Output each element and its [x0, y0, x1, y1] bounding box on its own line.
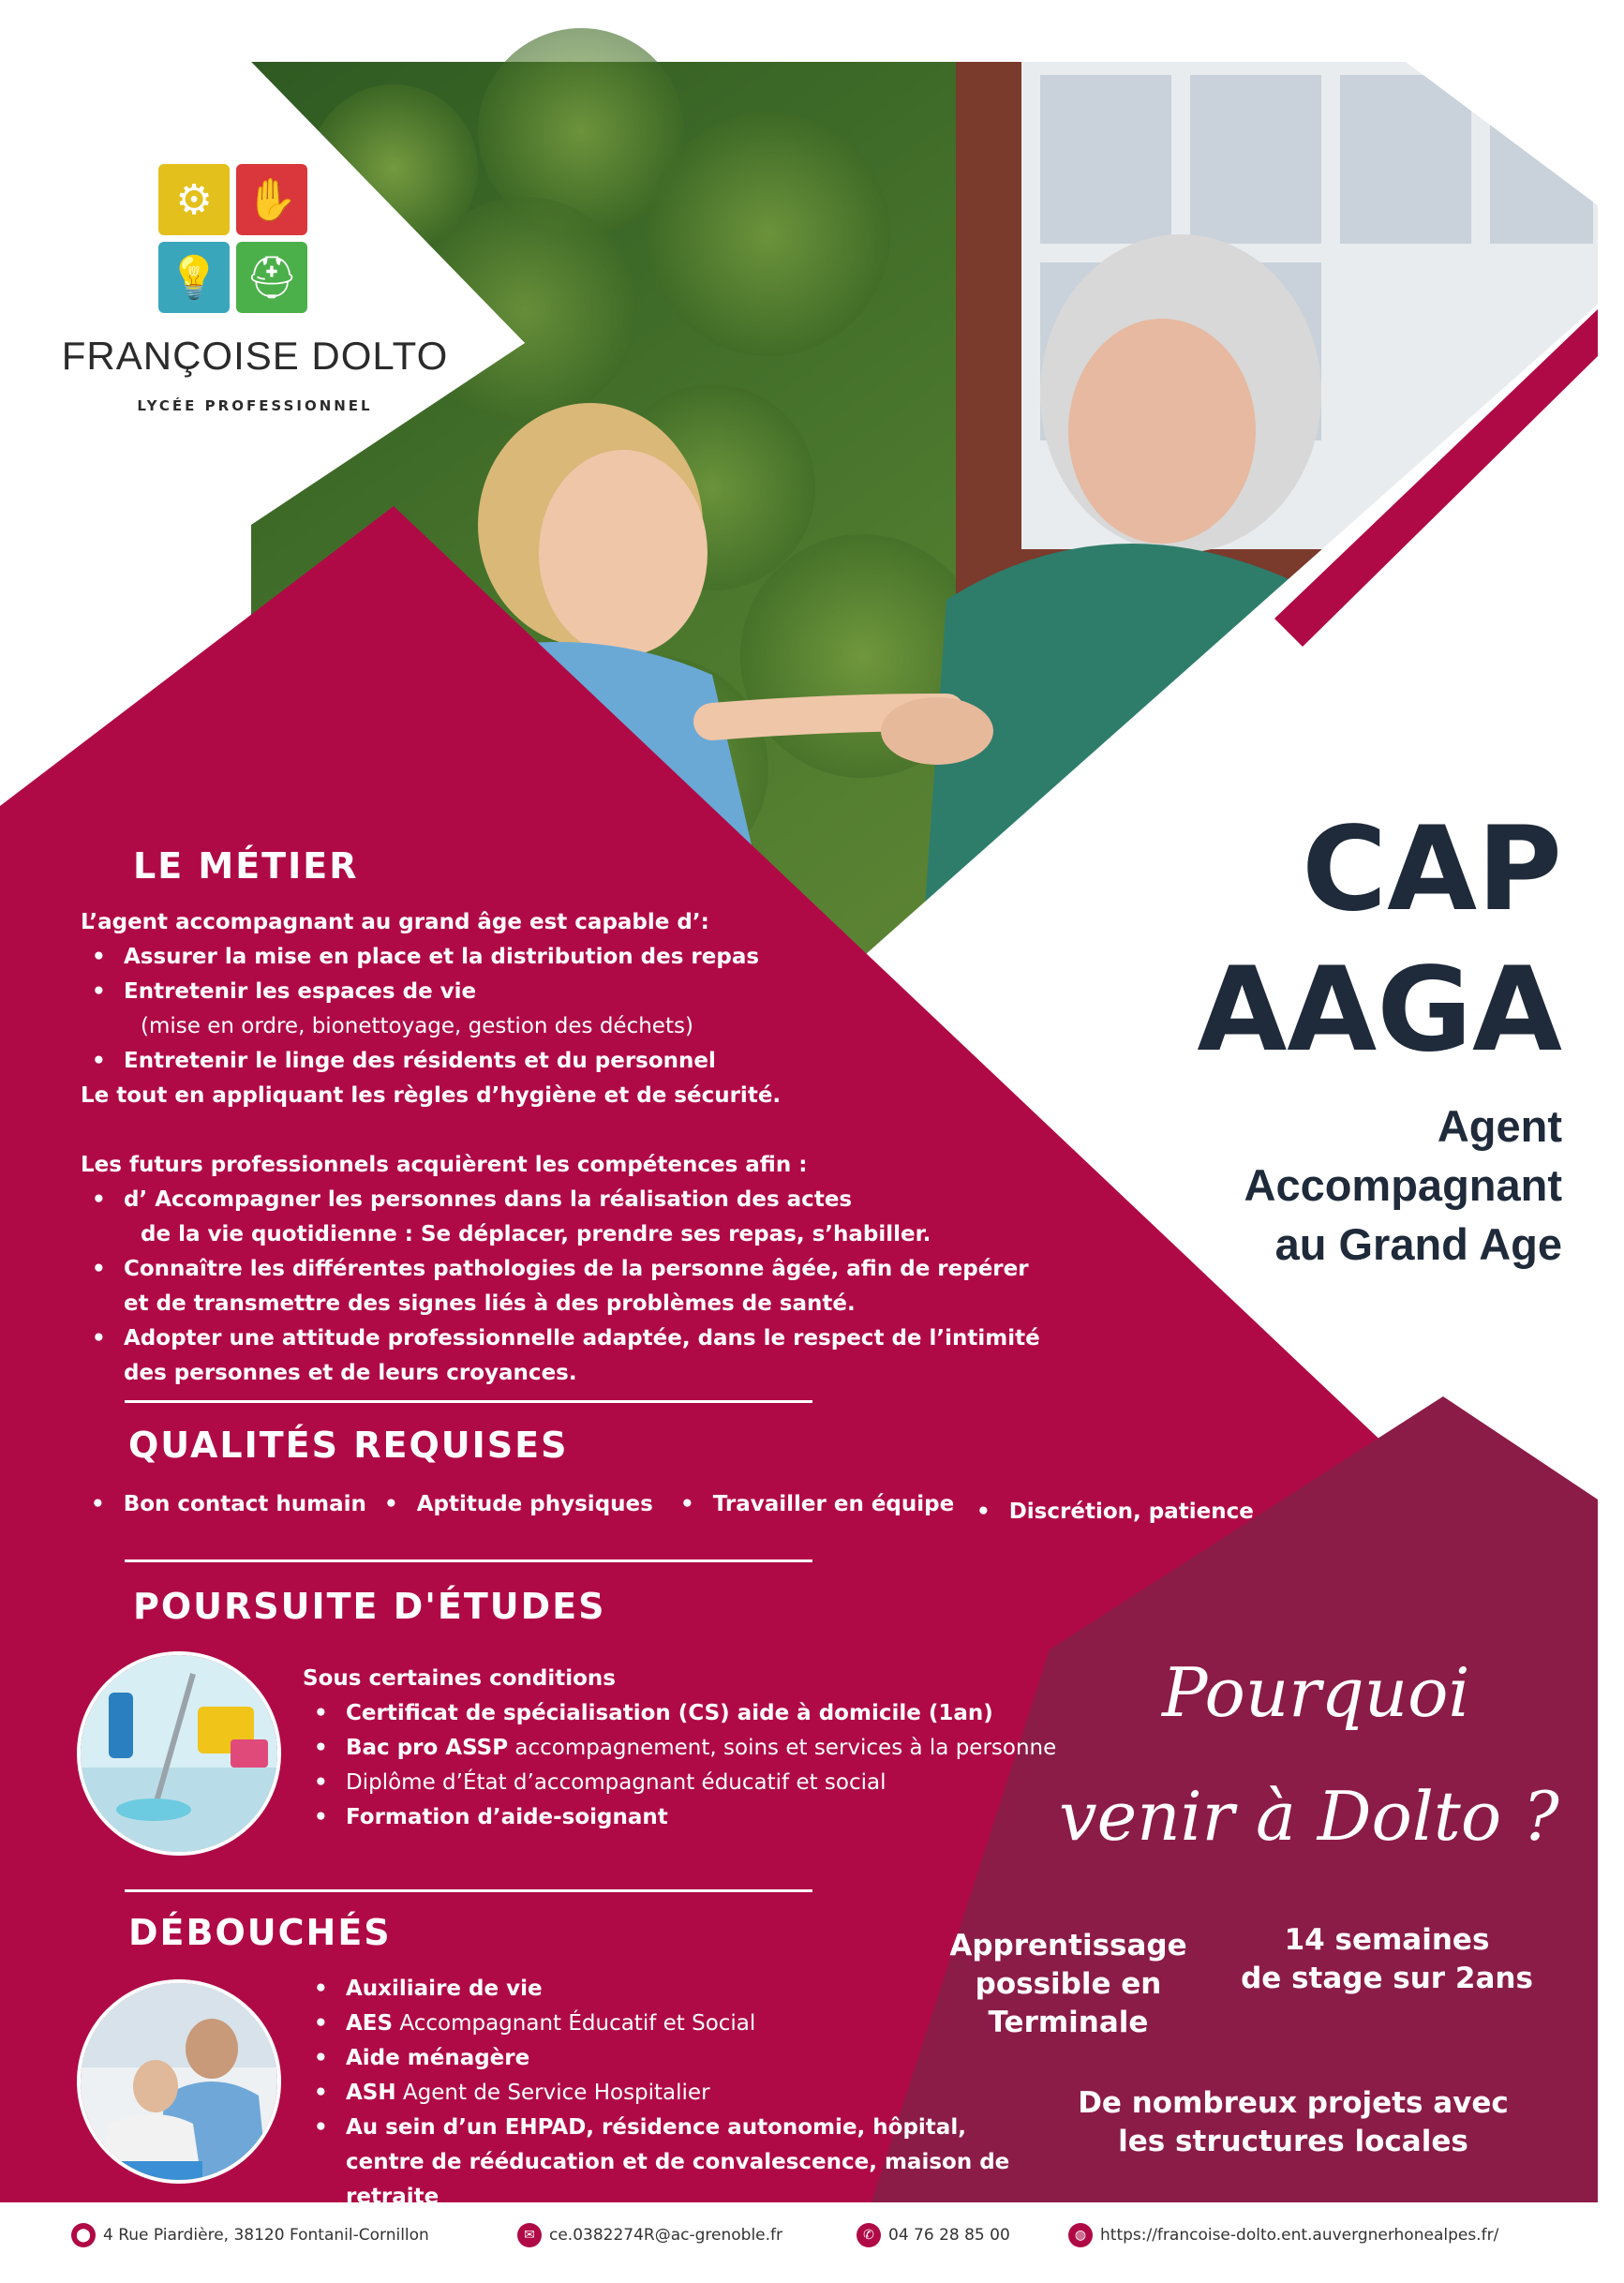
quality-item: • Bon contact humain: [91, 1492, 366, 1516]
school-type: LYCÉE PROFESSIONNEL: [137, 397, 373, 414]
debouches-heading: DÉBOUCHÉS: [128, 1912, 392, 1953]
skill-item-cont: de la vie quotidienne : Se déplacer, prendre ses repas, s’habiller.: [141, 1222, 931, 1246]
debouche-item-bold: ASH: [346, 2081, 396, 2105]
debouche-item: [303, 2111, 1071, 2145]
skill-item-cont: des personnes et de leurs croyances.: [124, 1361, 577, 1385]
metier-item: • Assurer la mise en place et la distribution des repas: [81, 940, 1074, 975]
why-projets: [1059, 2084, 1527, 2161]
poursuite-item-normal: accompagnement, soins et services à la personne: [508, 1736, 1057, 1760]
poursuite-item-bold: Certificat de spécialisation (CS) aide à domicile (1an): [346, 1701, 993, 1725]
gear-head-icon: ⚙: [158, 164, 230, 235]
mail-icon: ✉: [517, 2223, 542, 2247]
title-subtitle: [1244, 1097, 1563, 1274]
poursuite-item: [303, 1766, 1165, 1800]
why-left-line: Terminale: [988, 2006, 1149, 2039]
why-bottom-line: De nombreux projets avec: [1078, 2086, 1509, 2120]
subtitle-line-2: Accompagnant: [1244, 1160, 1562, 1210]
debouche-item-normal: Agent de Service Hospitalier: [395, 2081, 710, 2105]
why-title-line-1: Pourquoi: [1162, 1653, 1470, 1732]
quality-item: • Discrétion, patience: [976, 1500, 1254, 1524]
poursuite-item-normal: Diplôme d’État d’accompagnant éducatif et social: [346, 1770, 886, 1795]
skill-item-cont: et de transmettre des signes liés à des problèmes de santé.: [124, 1291, 856, 1316]
why-title-line-2: venir à Dolto ?: [1059, 1777, 1559, 1856]
phone-icon: ✆: [857, 2223, 881, 2247]
why-right-line: 14 semaines: [1284, 1923, 1490, 1957]
poursuite-intro: Sous certaines conditions: [303, 1666, 616, 1691]
debouche-item: [303, 2076, 1071, 2111]
metier-heading: LE MÉTIER: [133, 845, 359, 887]
divider: [125, 1889, 812, 1892]
divider: [125, 1400, 812, 1403]
school-name: FRANÇOISE DOLTO: [61, 334, 449, 378]
debouche-item-normal: Accompagnant Éducatif et Social: [393, 2011, 756, 2036]
caregiver-photo: [77, 1979, 281, 2184]
aaga-title: AAGA: [1197, 943, 1562, 1078]
debouche-item-cont: centre de rééducation et de convalescence, maison de: [346, 2150, 1010, 2174]
why-bottom-line: les structures locales: [1118, 2125, 1468, 2158]
phone-text[interactable]: 04 76 28 85 00: [888, 2226, 1010, 2245]
poursuite-item-bold: Bac pro ASSP: [346, 1736, 509, 1760]
metier-intro-2: Les futurs professionnels acquièrent les compétences afin :: [81, 1153, 808, 1177]
why-right-line: de stage sur 2ans: [1241, 1962, 1533, 1995]
subtitle-line-3: au Grand Age: [1274, 1219, 1562, 1269]
website-text[interactable]: https://francoise-dolto.ent.auvergnerhonealpes.fr/: [1100, 2226, 1499, 2245]
metier-outro: Le tout en appliquant les règles d’hygiène et de sécurité.: [81, 1083, 782, 1108]
poursuite-item-bold: Formation d’aide-soignant: [346, 1805, 668, 1829]
poursuite-item: [303, 1731, 1165, 1766]
metier-item-detail: (mise en ordre, bionettoyage, gestion des déchets): [141, 1014, 693, 1038]
poursuite-item: [303, 1696, 1165, 1731]
location-pin-icon: ⬤: [71, 2223, 96, 2247]
metier-item: • Entretenir les espaces de vie: [81, 975, 1074, 1009]
poursuite-item: [303, 1800, 1165, 1835]
skill-item: • d’ Accompagner les personnes dans la réalisation des actes: [81, 1183, 1074, 1217]
debouche-item-bold: Au sein d’un EHPAD, résidence autonomie, hôpital,: [346, 2115, 966, 2140]
poursuite-heading: POURSUITE D'ÉTUDES: [133, 1586, 606, 1627]
debouche-item: [303, 2041, 1071, 2076]
cap-title: CAP: [1302, 802, 1562, 937]
quality-item: • Travailler en équipe: [680, 1492, 954, 1516]
footer-website[interactable]: [1068, 2223, 1498, 2247]
caregiver-illustration: [81, 1983, 281, 2184]
why-stage: [1218, 1921, 1556, 1998]
welding-mask-icon: ⛑: [236, 242, 307, 313]
quality-item: • Aptitude physiques: [384, 1492, 653, 1516]
skill-item: • Connaître les différentes pathologies de la personne âgée, afin de repérer: [81, 1252, 1074, 1287]
globe-icon: ◍: [1068, 2223, 1093, 2247]
why-left-line: possible en: [975, 1967, 1162, 2001]
footer-phone[interactable]: [857, 2223, 1010, 2247]
poursuite-body: [303, 1662, 1165, 1835]
email-text[interactable]: ce.0382274R@ac-grenoble.fr: [549, 2226, 783, 2245]
debouche-item-bold: AES: [346, 2011, 394, 2036]
skill-item: • Adopter une attitude professionnelle adaptée, dans le respect de l’intimité: [81, 1321, 1074, 1356]
metier-item: • Entretenir le linge des résidents et du personnel: [81, 1044, 1074, 1079]
why-left-line: Apprentissage: [949, 1929, 1187, 1962]
debouche-item-bold: Auxiliaire de vie: [346, 1977, 543, 2001]
footer-email[interactable]: [517, 2223, 782, 2247]
cleaning-illustration: [81, 1655, 281, 1856]
lightbulb-icon: 💡: [158, 242, 230, 313]
metier-intro: L’agent accompagnant au grand âge est capable d’:: [81, 910, 709, 934]
metier-body: [81, 905, 1074, 1391]
subtitle-line-1: Agent: [1437, 1101, 1562, 1151]
footer-address: [71, 2223, 429, 2247]
why-apprentissage: [918, 1927, 1218, 2042]
hands-icon: ✋: [236, 164, 307, 235]
debouche-item-cont: retraite: [346, 2185, 440, 2209]
cleaning-photo: [77, 1651, 281, 1856]
address-text: 4 Rue Piardière, 38120 Fontanil-Cornillon: [103, 2226, 429, 2245]
debouche-item-bold: Aide ménagère: [346, 2046, 530, 2070]
divider: [125, 1559, 812, 1562]
qualites-heading: QUALITÉS REQUISES: [128, 1425, 569, 1466]
